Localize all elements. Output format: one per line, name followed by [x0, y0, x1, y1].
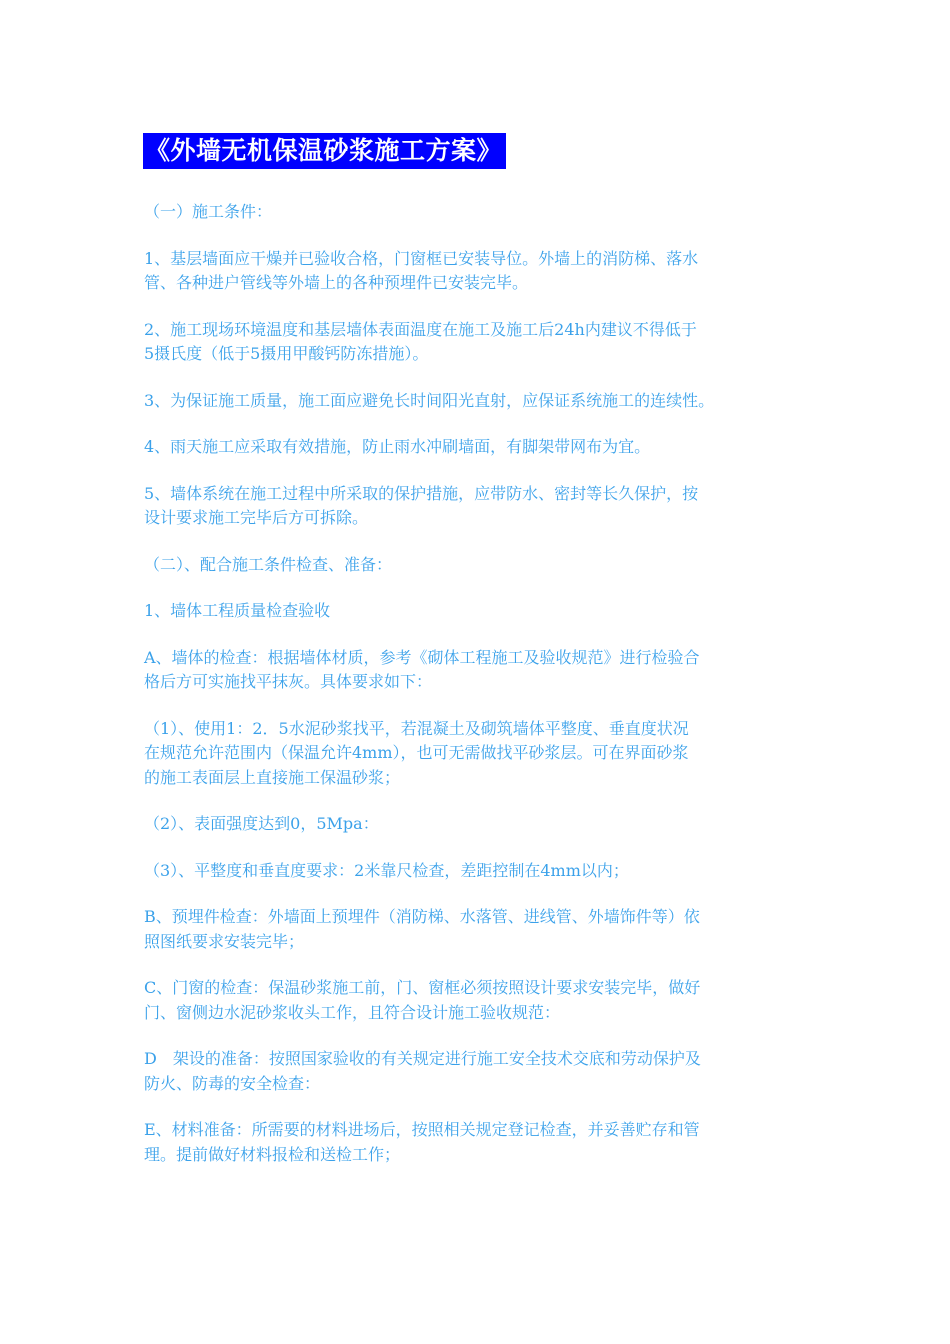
paragraph: C、门窗的检查：保温砂浆施工前，门、窗框必须按照设计要求安装完毕，做好 门、窗侧边水泥砂浆收头工作，且符合设计施工验收规范：: [144, 978, 701, 1022]
paragraph: A、墙体的检查：根据墙体材质，参考《砌体工程施工及验收规范》进行检验合 格后方可实施找平抹灰。具体要求如下：: [144, 647, 700, 691]
section-2-heading: （二）、配合施工条件检查、准备：: [144, 554, 393, 574]
section-1-heading: （一）施工条件：: [144, 202, 273, 221]
paragraph: 2、施工现场环境温度和基层墙体表面温度在施工及施工后24h内建议不得低于 5摄氏度（低于5摄用甲酸钙防冻措施）。: [144, 319, 697, 363]
paragraph: E、材料准备：所需要的材料进场后，按照相关规定登记检查，并妥善贮存和管 理。提前做好材料报检和送检工作；: [144, 1120, 700, 1164]
paragraph: （2）、表面强度达到0，5Mpa：: [144, 814, 379, 833]
paragraph: B、预埋件检查：外墙面上预埋件（消防梯、水落管、进线管、外墙饰件等）依 照图纸要求安装完毕；: [144, 907, 700, 951]
document-title: 《外墙无机保温砂浆施工方案》: [143, 133, 506, 169]
paragraph: D 架设的准备：按照国家验收的有关规定进行施工安全技术交底和劳动保护及 防火、防毒的安全检查：: [144, 1049, 701, 1093]
paragraph: 3、为保证施工质量，施工面应避免长时间阳光直射，应保证系统施工的连续性。: [144, 390, 715, 410]
paragraph: （3）、平整度和垂直度要求：2米靠尺检查，差距控制在4mm以内；: [144, 860, 629, 880]
document-body: [144, 200, 844, 1189]
paragraph: 5、墙体系统在施工过程中所采取的保护措施，应带防水、密封等长久保护，按 设计要求施工完毕后方可拆除。: [144, 483, 699, 527]
paragraph: 1、墙体工程质量检查验收: [144, 601, 331, 620]
paragraph: 1、基层墙面应干燥并已验收合格，门窗框已安装导位。外墙上的消防梯、落水 管、各种进户管线等外墙上的各种预埋件已安装完毕。: [144, 248, 699, 292]
paragraph: 4、雨天施工应采取有效措施，防止雨水冲刷墙面，有脚架带网布为宜。: [144, 437, 651, 456]
paragraph: （1）、使用1：2．5水泥砂浆找平，若混凝土及砌筑墙体平整度、垂直度状况 在规范允许范围内（保温允许4mm），也可无需做找平砂浆层。可在界面砂浆 的施工表面层上直接施工保温砂浆；: [144, 718, 689, 787]
